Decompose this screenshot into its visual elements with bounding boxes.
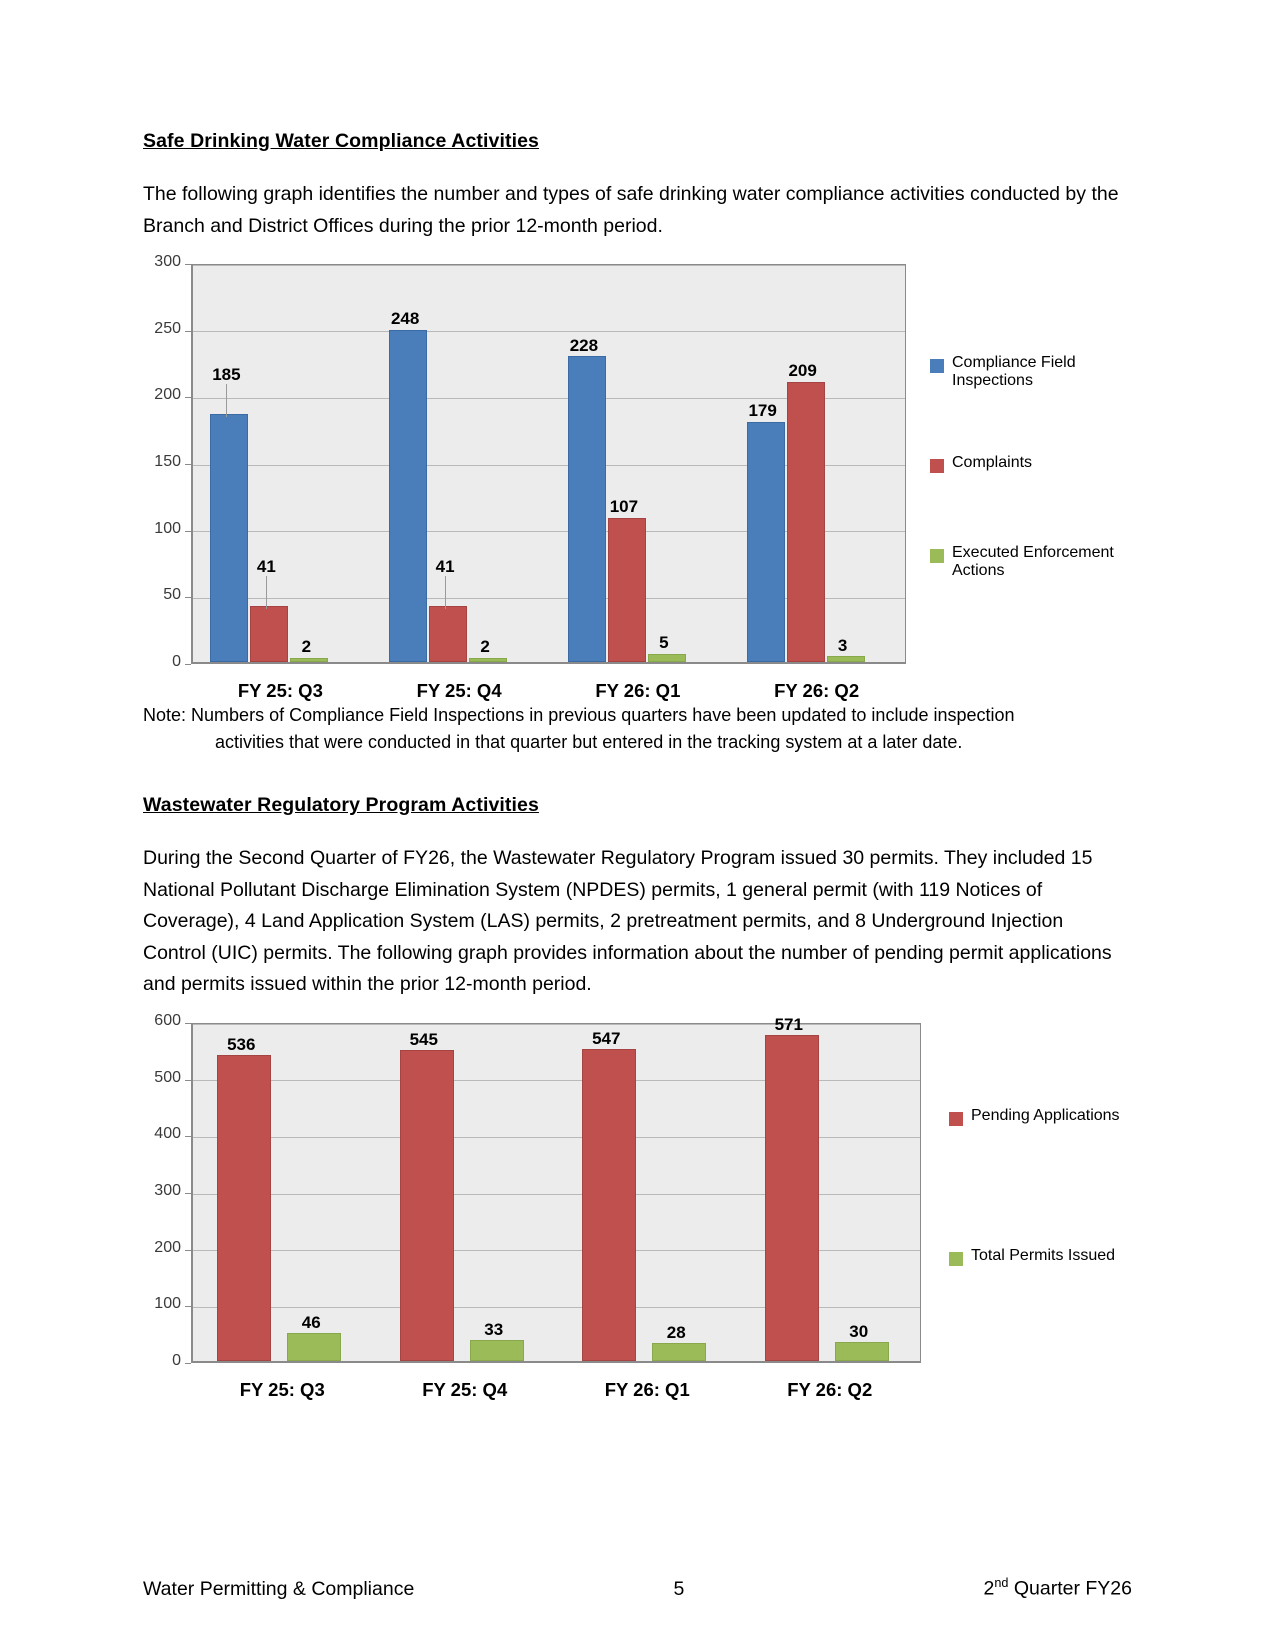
bar [835,1342,889,1361]
paragraph-wastewater: During the Second Quarter of FY26, the Wastewater Regulatory Program issued 30 permits. They included 15 National Pollutant Discharge Elimination System (NPDES) permits, 1 general permit (with 119 Notices of Coverage), 4 Land Application System (LAS) permits, 2 pretreatment permits, and 8 Underground Injection Control (UIC) permits. The following graph provides information about the number of pending permit applications and permits issued within the prior 12-month period. [143,847,1112,996]
bar [400,1050,454,1361]
bar [747,422,785,663]
paragraph-safe-drinking-water: The following graph identifies the number and types of safe drinking water compliance activities conducted by the Branch and District Offices during the prior 12-month period. [143,183,1119,237]
bar-value-label: 33 [484,1320,504,1340]
bar [210,414,248,663]
bar-value-label: 571 [774,1015,803,1035]
bar [827,656,865,662]
legend-label: Total Permits Issued [971,1247,1116,1265]
legend-swatch [930,459,944,473]
footer-page-number: 5 [673,1577,685,1600]
bar-value-label: 41 [256,557,276,577]
y-axis-tick-label: 500 [154,1068,181,1086]
bar-value-label: 30 [849,1322,869,1342]
bar [290,658,328,663]
x-axis-category-label: FY 25: Q4 [422,1379,508,1401]
footer-right-ordinal: nd [994,1576,1009,1590]
y-axis-tick-label: 300 [154,1182,181,1200]
y-axis-tick-label: 150 [154,453,181,471]
bar [469,658,507,663]
bar [787,382,825,663]
footer-right-suffix: Quarter FY26 [1008,1577,1132,1600]
bar-value-label: 3 [837,636,848,656]
chart-safe-drinking-water-compliance [143,253,1123,756]
y-axis-tick-mark [185,1250,191,1251]
y-axis-tick-mark [185,531,191,532]
legend-swatch [949,1112,963,1126]
bar [470,1340,524,1361]
bar-value-label: 185 [212,365,241,385]
legend-label: Complaints [952,454,1033,472]
y-axis-tick-label: 250 [154,319,181,337]
note-line-2: activities that were conducted in that quarter but entered in the tracking system at a later date. [215,732,963,753]
y-axis-tick-mark [185,1023,191,1024]
legend-label: Compliance Field Inspections [952,354,1076,390]
document-content [143,130,1123,1415]
bar-value-label: 209 [788,361,817,381]
x-axis-category-label: FY 25: Q4 [416,680,502,702]
note-label: Note: [143,705,187,726]
legend-swatch [930,359,944,373]
y-axis-tick-label: 400 [154,1125,181,1143]
bar [582,1049,636,1361]
bar-value-label: 2 [480,637,490,657]
legend-swatch [930,549,944,563]
y-axis-tick-mark [185,664,191,665]
legend-item [930,454,1120,473]
label-leader-line [266,576,267,609]
y-axis-tick-mark [185,1306,191,1307]
y-axis-tick-mark [185,1363,191,1364]
footer-right-prefix: 2 [983,1577,995,1600]
y-axis-tick-mark [185,1193,191,1194]
note-line-1: Numbers of Compliance Field Inspections in previous quarters have been updated to include inspection [191,705,1015,726]
x-axis-category-label: FY 25: Q3 [239,1379,325,1401]
bar-value-label: 228 [569,336,599,356]
gridline [193,331,905,332]
bar [765,1035,819,1361]
label-leader-line [226,384,227,417]
bar-value-label: 179 [748,401,777,421]
y-axis-tick-mark [185,1136,191,1137]
chart-2-canvas [143,1012,1123,1415]
plot-area [191,264,906,664]
y-axis-tick-label: 300 [154,253,181,271]
y-axis-tick-mark [185,264,191,265]
legend-item [949,1247,1149,1266]
y-axis-tick-label: 0 [172,1352,181,1370]
y-axis-tick-label: 50 [163,586,181,604]
x-axis-category-label: FY 26: Q1 [595,680,681,702]
bar [217,1055,271,1361]
y-axis-tick-label: 0 [172,653,181,671]
y-axis-tick-mark [185,597,191,598]
section-heading-safe-drinking-water: Safe Drinking Water Compliance Activities [143,130,540,152]
y-axis-tick-mark [185,331,191,332]
y-axis-tick-label: 200 [154,386,181,404]
legend-swatch [949,1252,963,1266]
bar [389,330,427,663]
bar-value-label: 536 [227,1035,256,1055]
label-leader-line [445,576,446,609]
legend-label: Executed Enforcement Actions [952,544,1114,580]
x-axis-category-label: FY 26: Q2 [774,680,860,702]
bar [648,654,686,663]
bar-value-label: 248 [390,309,420,329]
x-axis-category-label: FY 26: Q2 [787,1379,873,1401]
chart-wastewater-regulatory [143,1012,1123,1415]
footer-right [984,1576,1133,1601]
y-axis-tick-label: 100 [154,519,181,537]
page-footer [143,1576,1132,1601]
y-axis-tick-mark [185,397,191,398]
bar-value-label: 41 [435,557,455,577]
x-axis-category-label: FY 25: Q3 [237,680,323,702]
bar-value-label: 2 [301,637,312,657]
bar-value-label: 547 [592,1029,621,1049]
x-axis-category-label: FY 26: Q1 [604,1379,690,1401]
bar [287,1333,341,1361]
legend-item [930,544,1120,580]
chart-1-note [143,702,1123,756]
legend-item [930,354,1120,390]
footer-left: Water Permitting & Compliance [143,1577,415,1600]
gridline [193,265,905,266]
bar-value-label: 46 [301,1312,321,1332]
y-axis-tick-mark [185,464,191,465]
y-axis-tick-label: 600 [154,1012,181,1030]
legend-item [949,1107,1149,1126]
chart-1-canvas [143,253,1123,702]
y-axis-tick-label: 200 [154,1238,181,1256]
bar [652,1343,706,1361]
legend-label: Pending Applications [971,1107,1120,1125]
y-axis-tick-mark [185,1080,191,1081]
section-heading-wastewater: Wastewater Regulatory Program Activities [143,794,539,817]
y-axis-tick-label: 100 [154,1295,181,1313]
bar-value-label: 28 [666,1323,686,1343]
bar-value-label: 545 [409,1030,438,1050]
bar-value-label: 5 [659,633,669,653]
bar-value-label: 107 [609,497,639,517]
